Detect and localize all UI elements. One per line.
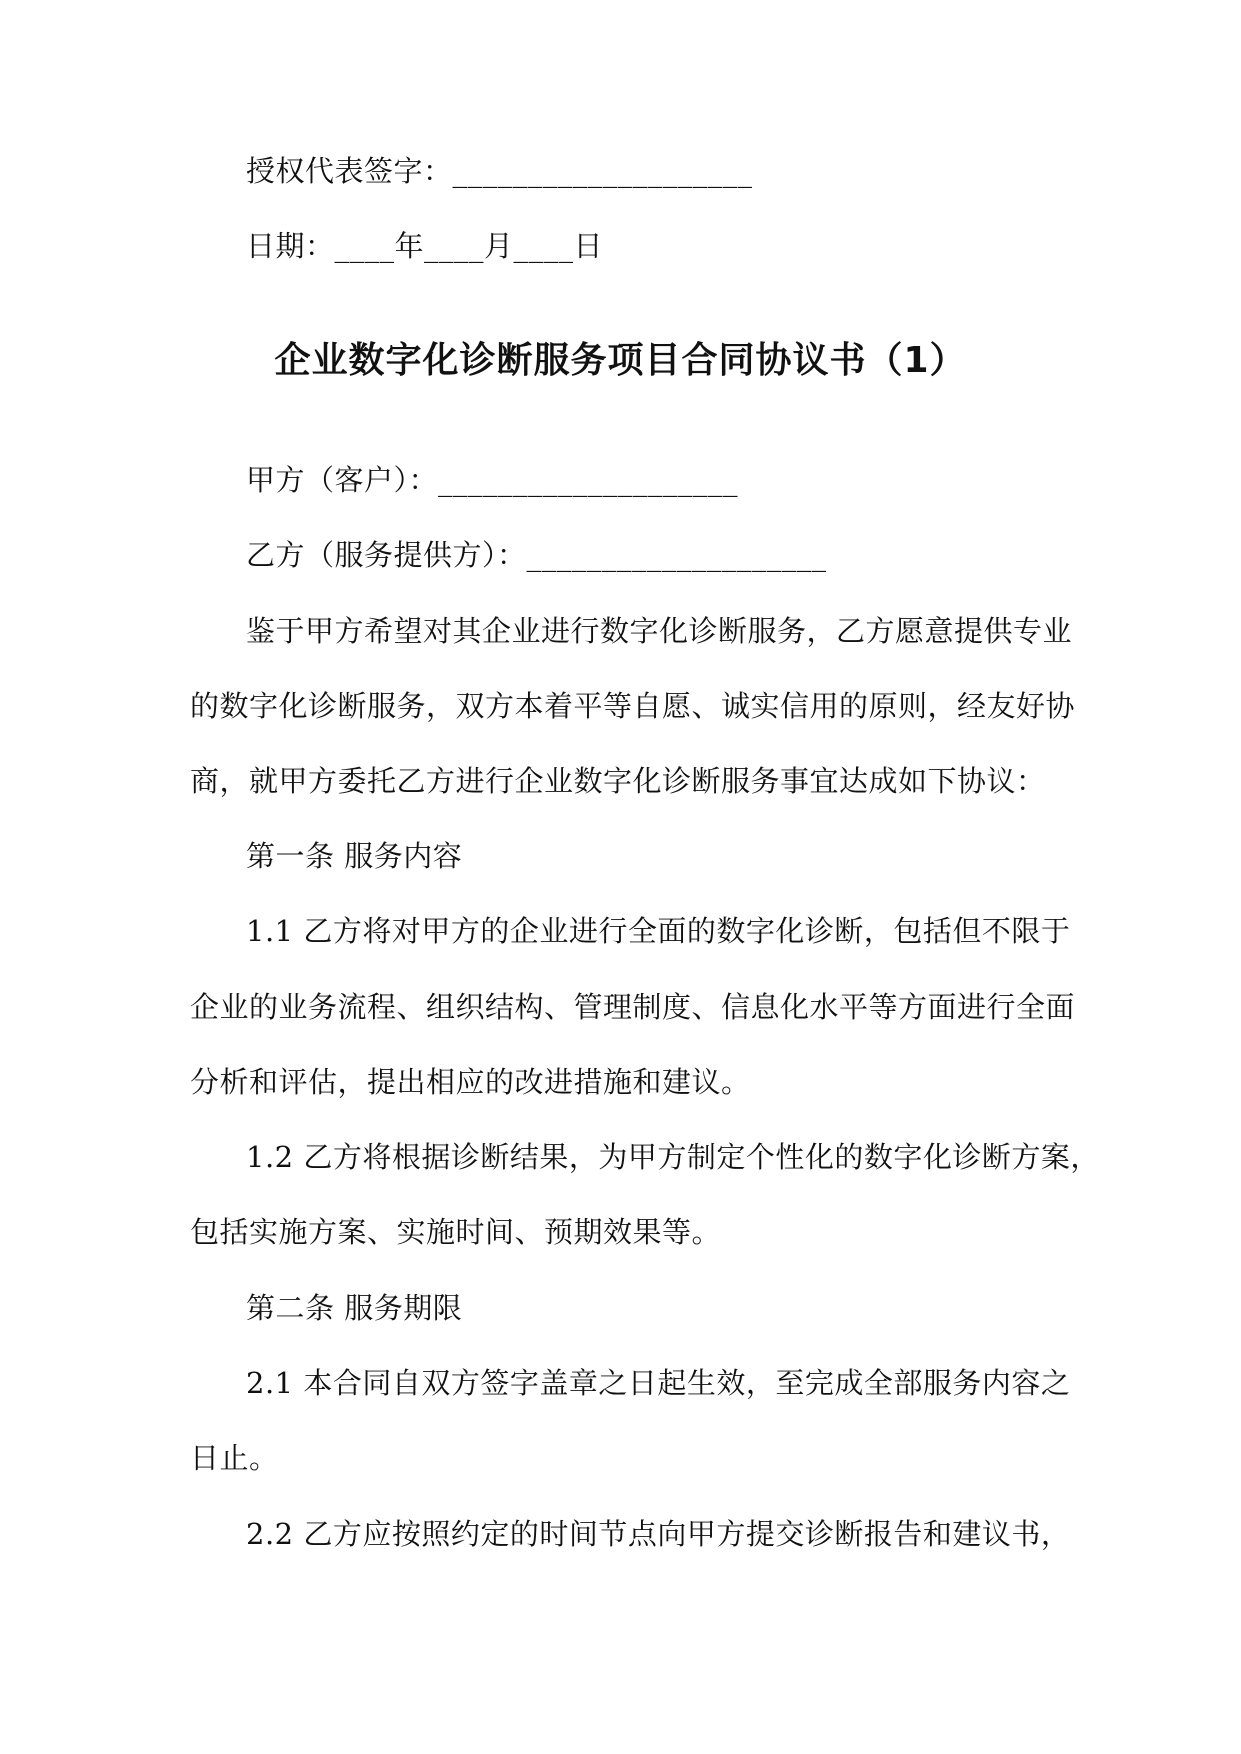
- date-blank-day: ____: [513, 229, 574, 263]
- party-b-line: [246, 535, 827, 575]
- clause-2-1-line: 日止。: [190, 1441, 279, 1475]
- preamble-line: 的数字化诊断服务，双方本着平等自愿、诚实信用的原则，经友好协: [190, 689, 1076, 723]
- preamble-line: 商，就甲方委托乙方进行企业数字化诊断服务事宜达成如下协议：: [190, 764, 1046, 798]
- preamble-line: 鉴于甲方希望对其企业进行数字化诊断服务，乙方愿意提供专业: [246, 614, 1073, 648]
- party-a-blank: ____________________: [438, 463, 739, 497]
- document-title: 企业数字化诊断服务项目合同协议书（1）: [274, 340, 967, 381]
- party-a-line: [246, 460, 738, 500]
- signature-blank: ____________________: [452, 154, 753, 188]
- date-day: 日: [573, 229, 604, 263]
- date-month: 月: [484, 229, 514, 263]
- date-label: 日期：: [246, 229, 335, 263]
- party-b-blank: ____________________: [526, 538, 827, 572]
- date-line: [246, 226, 603, 266]
- clause-2-1-line: 2.1 本合同自双方签字盖章之日起生效，至完成全部服务内容之: [246, 1366, 1071, 1400]
- date-blank-year: ____: [334, 229, 395, 263]
- signature-label: 授权代表签字：: [246, 154, 453, 188]
- signature-line: [246, 151, 753, 191]
- article-1-heading: 第一条 服务内容: [246, 839, 463, 873]
- party-a-label: 甲方（客户）：: [246, 463, 439, 497]
- clause-1-2-line: 包括实施方案、实施时间、预期效果等。: [190, 1215, 722, 1249]
- clause-2-2-line: 2.2 乙方应按照约定的时间节点向甲方提交诊断报告和建议书，: [246, 1517, 1071, 1551]
- date-blank-month: ____: [424, 229, 485, 263]
- clause-1-1-line: 企业的业务流程、组织结构、管理制度、信息化水平等方面进行全面: [190, 990, 1076, 1024]
- clause-1-1-line: 分析和评估，提出相应的改进措施和建议。: [190, 1065, 751, 1099]
- clause-1-1-line: 1.1 乙方将对甲方的企业进行全面的数字化诊断，包括但不限于: [246, 914, 1071, 948]
- party-b-label: 乙方（服务提供方）：: [246, 538, 527, 572]
- date-year: 年: [394, 229, 425, 263]
- clause-1-2-line: 1.2 乙方将根据诊断结果，为甲方制定个性化的数字化诊断方案，: [246, 1140, 1100, 1174]
- article-2-heading: 第二条 服务期限: [246, 1291, 463, 1325]
